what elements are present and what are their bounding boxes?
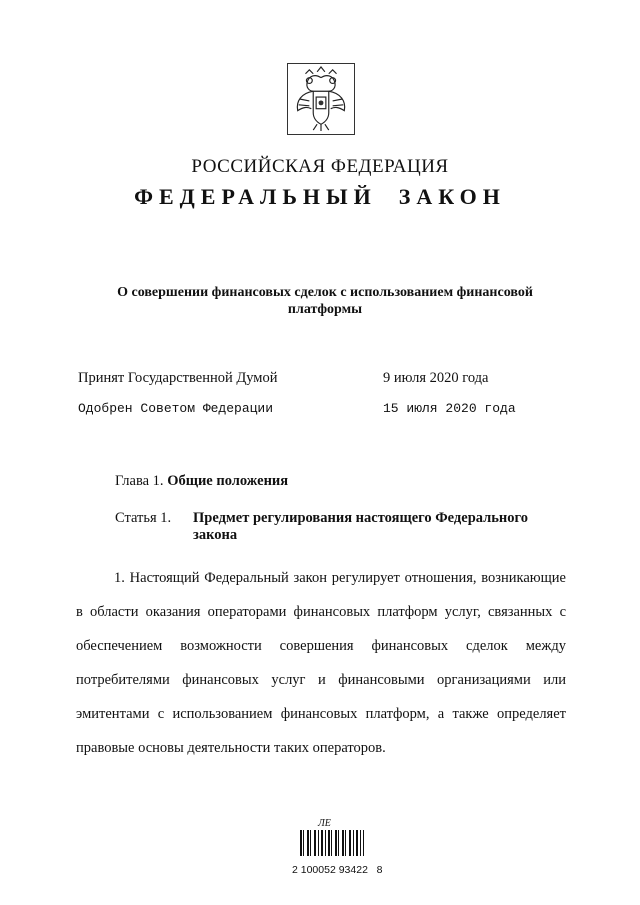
law-type-word-federal: ФЕДЕРАЛЬНЫЙ — [134, 184, 377, 209]
barcode-bars — [300, 830, 364, 856]
adoption-label: Одобрен Советом Федерации — [78, 401, 274, 416]
country-name: РОССИЙСКАЯ ФЕДЕРАЦИЯ — [191, 156, 449, 177]
article-number: Статья 1. — [115, 510, 172, 526]
barcode — [290, 818, 374, 864]
coat-of-arms-icon — [287, 63, 355, 135]
chapter-title: Общие положения — [167, 473, 289, 489]
law-type-word-law: ЗАКОН — [398, 184, 506, 209]
adoption-label: Принят Государственной Думой — [78, 370, 278, 386]
article-title: Предмет регулирования настоящего Федерального закона — [193, 510, 529, 543]
barcode-bar — [350, 830, 351, 856]
adoption-date: 9 июля 2020 года — [383, 370, 489, 386]
chapter-number: Глава 1. — [115, 473, 164, 489]
barcode-bar — [331, 830, 332, 856]
article-paragraph-1: 1. Настоящий Федеральный закон регулирует отношения, возникающие в области оказания операторами финансовых платформ услуг, связанных с обеспечением возможности совершения финансовых сделок между потребителями финансовых услуг и финансовыми организациями или эмитентами с использованием финансовых платформ, а также определяет правовые основы деятельности таких операторов. — [76, 570, 566, 756]
chapter-heading — [115, 473, 288, 490]
law-type-heading — [0, 184, 640, 210]
barcode-digits: 2 100052 93422 8 — [292, 864, 383, 876]
adoption-date: 15 июля 2020 года — [383, 401, 516, 416]
barcode-bar — [310, 830, 311, 856]
law-title: О совершении финансовых сделок с использованием финансовой платформы — [117, 285, 533, 317]
barcode-mark: ЛЕ — [318, 818, 331, 829]
